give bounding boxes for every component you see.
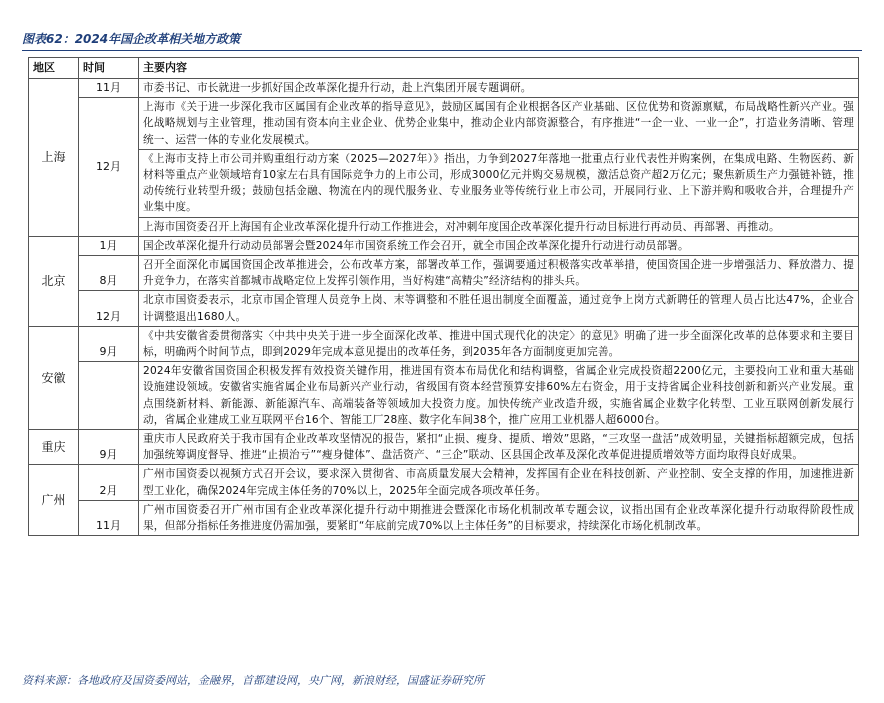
table-row: [29, 291, 859, 326]
table-row: [29, 79, 859, 98]
time-cell: 11月: [79, 79, 139, 98]
content-cell: 《中共安徽省委贯彻落实〈中共中央关于进一步全面深化改革、推进中国式现代化的决定〉的意见》明确了进一步全面深化改革的总体要求和主要目标，明确两个时间节点，即到2029年完成本意见提出的改革任务，到2035年各方面制度更加完善。: [139, 326, 859, 361]
content-cell: 市委书记、市长就进一步抓好国企改革深化提升行动，赴上汽集团开展专题调研。: [139, 79, 859, 98]
region-cell: 广州: [29, 465, 79, 536]
table-row: [29, 430, 859, 465]
time-cell: 2月: [79, 465, 139, 500]
content-cell: 《上海市支持上市公司并购重组行动方案（2025—2027年）》指出，力争到2027年落地一批重点行业代表性并购案例，在集成电路、生物医药、新材料等重点产业领域培育10家左右具有国际竞争力的上市公司，形成3000亿元并购交易规模，激活总资产超2万亿元；聚焦新质生产力强链补链，推动传统行业转型升级；鼓励包括金融、物流在内的现代服务业、专业服务业等传统行业上市公司，开展同行业、上下游并购和吸收合并，合理提升产业集中度。: [139, 149, 859, 217]
content-cell: 广州市国资委以视频方式召开会议，要求深入贯彻省、市高质量发展大会精神，发挥国有企业在科技创新、产业控制、安全支撑的作用，加速推进新型工业化，确保2024年完成主体任务的70%以上，2025年全面完成各项改革任务。: [139, 465, 859, 500]
time-cell: 8月: [79, 256, 139, 291]
time-cell: 1月: [79, 236, 139, 255]
source-note: 资料来源：各地政府及国资委网站，金融界，首都建设网，央广网，新浪财经，国盛证券研究所: [22, 674, 484, 687]
time-cell: 12月: [79, 98, 139, 237]
table-row: [29, 362, 859, 430]
policy-table: [28, 57, 859, 536]
time-cell: 9月: [79, 430, 139, 465]
table-row: [29, 217, 859, 236]
table-row: [29, 98, 859, 150]
table-row: [29, 326, 859, 361]
content-cell: 重庆市人民政府关于我市国有企业改革攻坚情况的报告，紧扣“止损、瘦身、提质、增效”思路，“三攻坚一盘活”成效明显，关键指标超额完成，包括加强统筹调度督导、推进“止损治亏”“瘦身健体”、盘活资产、“三企”联动、区县国企改革及深化改革促进提质增效等方面均取得良好成果。: [139, 430, 859, 465]
table-row: [29, 256, 859, 291]
content-cell: 广州市国资委召开广州市国有企业改革深化提升行动中期推进会暨深化市场化机制改革专题会议，议指出国有企业改革深化提升行动取得阶段性成果，但部分指标任务推进度仍需加强，要紧盯“年底前完成70%以上主体任务”的目标要求，持续深化市场化机制改革。: [139, 500, 859, 535]
region-cell: 安徽: [29, 326, 79, 429]
region-cell: 北京: [29, 236, 79, 326]
figure-caption: 图表62：2024年国企改革相关地方政策: [22, 32, 241, 46]
time-cell: [79, 362, 139, 430]
content-cell: 上海市国资委召开上海国有企业改革深化提升行动工作推进会，对冲刺年度国企改革深化提升行动目标进行再动员、再部署、再推动。: [139, 217, 859, 236]
content-cell: 2024年安徽省国资国企积极发挥有效投资关键作用，推进国有资本布局优化和结构调整，省属企业完成投资超2200亿元，主要投向工业和重大基础设施建设领域。安徽省实施省属企业布局新兴产业行动，省级国有资本经营预算安排60%左右资金，用于支持省属企业科技创新和新兴产业发展。重点围绕新材料、新能源、新能源汽车、高端装备等领域加大投资力度。加快传统产业改造升级，实施省属企业数字化转型、工业互联网创新发展行动，省属企业建成工业互联网平台16个、智能工厂28座、数字化车间38个，推广应用工业机器人超6000台。: [139, 362, 859, 430]
content-cell: 召开全面深化市属国资国企改革推进会，公布改革方案，部署改革工作，强调要通过积极落实改革举措，使国资国企进一步增强活力、释放潜力、提升竞争力，在落实首都城市战略定位上发挥引领作用，当好构建“高精尖”经济结构的排头兵。: [139, 256, 859, 291]
time-cell: 11月: [79, 500, 139, 535]
table-row: [29, 149, 859, 217]
time-cell: 9月: [79, 326, 139, 361]
content-cell: 上海市《关于进一步深化我市区属国有企业改革的指导意见》，鼓励区属国有企业根据各区产业基础、区位优势和资源禀赋，布局战略性新兴产业。强化战略规划与主业管理，推动国有资本向主业企业、优势企业集中，推动企业内部资源整合，有序推进“一企一业、一业一企”，打造业务清晰、管理统一、运营一体的专业化发展模式。: [139, 98, 859, 150]
time-cell: 12月: [79, 291, 139, 326]
header-time: 时间: [79, 58, 139, 79]
region-cell: 上海: [29, 79, 79, 237]
table-row: [29, 500, 859, 535]
header-content: 主要内容: [139, 58, 859, 79]
header-region: 地区: [29, 58, 79, 79]
table-header-row: [29, 58, 859, 79]
table-row: [29, 236, 859, 255]
content-cell: 北京市国资委表示，北京市国企管理人员竞争上岗、末等调整和不胜任退出制度全面覆盖，通过竞争上岗方式新聘任的管理人员占比达47%，企业合计调整退出1680人。: [139, 291, 859, 326]
table-row: [29, 465, 859, 500]
caption-rule: [22, 50, 862, 51]
content-cell: 国企改革深化提升行动动员部署会暨2024年市国资系统工作会召开，就全市国企改革深化提升行动进行动员部署。: [139, 236, 859, 255]
region-cell: 重庆: [29, 430, 79, 465]
